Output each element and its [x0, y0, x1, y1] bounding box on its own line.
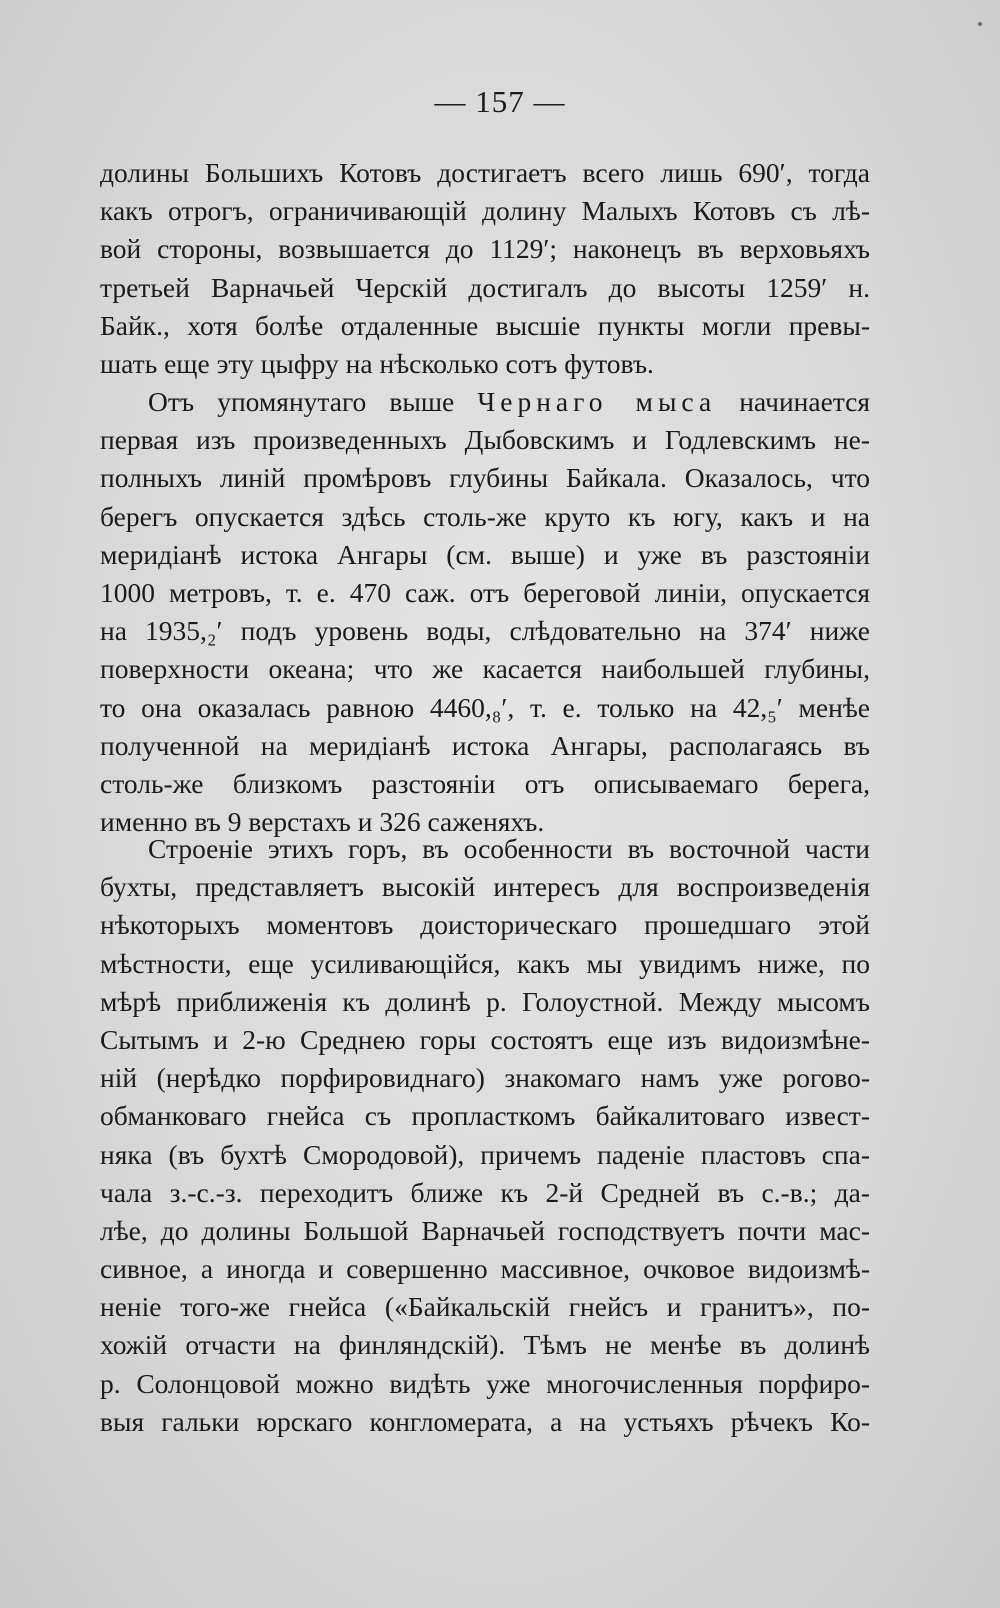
text-line: мѣрѣ приближенія къ долинѣ р. Голоустной. Между мысомъ — [100, 985, 870, 1017]
spaced-term: Чернаго мыса — [477, 386, 717, 417]
page-number: — 157 — — [434, 84, 566, 119]
text-line: чала з.-с.-з. переходитъ ближе къ 2-й Средней въ с.-в.; да- — [100, 1176, 870, 1208]
text-line: на 1935,₂′ подъ уровень воды, слѣдовательно на 374′ ниже — [100, 615, 870, 647]
text-line: мѣстности, еще усиливающійся, какъ мы увидимъ ниже, по — [100, 947, 870, 979]
text-line: бухты, представляетъ высокій интересъ для воспроизведенія — [100, 871, 870, 903]
text-line: Строеніе этихъ горъ, въ особенности въ восточной части — [148, 833, 870, 864]
text-line: сивное, а иногда и совершенно массивное, очковое видоизмѣ- — [100, 1253, 870, 1285]
paragraph-1 — [100, 154, 870, 383]
text-line: столь-же близкомъ разстояніи отъ описываемаго берега, — [100, 767, 870, 799]
text-line: вой стороны, возвышается до 1129′; наконецъ въ верховьяхъ — [100, 233, 870, 265]
print-speck — [978, 22, 982, 26]
text-line: именно въ 9 верстахъ и 326 саженяхъ. — [100, 806, 545, 838]
text-line: то она оказалась равною 4460,₈′, т. е. только на 42,₅′ менѣе — [100, 691, 870, 723]
text-line: долины Большихъ Котовъ достигаетъ всего лишь 690′, тогда — [100, 157, 870, 188]
text-line: хожій отчасти на финляндскій). Тѣмъ не менѣе въ долинѣ — [100, 1329, 870, 1361]
text-line: какъ отрогъ, ограничивающій долину Малыхъ Котовъ съ лѣ- — [100, 195, 870, 227]
paragraph-3 — [100, 830, 870, 1441]
text-line: шать еще эту цыфру на нѣсколько сотъ футовъ. — [100, 347, 654, 379]
text-line: выя гальки юрскаго конгломерата, а на устьяхъ рѣчекъ Ко- — [100, 1405, 870, 1437]
text-line: первая изъ произведенныхъ Дыбовскимъ и Годлевскимъ не- — [100, 424, 870, 456]
text-line: ній (нерѣдко порфировиднаго) знакомаго намъ уже рогово- — [100, 1062, 870, 1094]
text-segment: начинается — [739, 386, 871, 417]
text-line — [100, 383, 870, 421]
text-line: третьей Варначьей Черскій достигалъ до высоты 1259′ н. — [100, 271, 870, 303]
text-line: обманковаго гнейса съ пропласткомъ байкалитоваго извест- — [100, 1100, 870, 1132]
text-line: неніе того-же гнейса («Байкальскій гнейсъ и гранитъ», по- — [100, 1291, 870, 1323]
text-line: 1000 метровъ, т. е. 470 саж. отъ береговой линіи, опускается — [100, 576, 870, 608]
paragraph-2 — [100, 383, 870, 841]
text-line: полученной на меридіанѣ истока Ангары, располагаясь въ — [100, 729, 870, 761]
text-line: лѣе, до долины Большой Варначьей господствуетъ почти мас- — [100, 1214, 870, 1246]
text-line: нѣкоторыхъ моментовъ доисторическаго прошедшаго этой — [100, 909, 870, 941]
text-line: берегъ опускается здѣсь столь-же круто къ югу, какъ и на — [100, 500, 870, 532]
text-line: меридіанѣ истока Ангары (см. выше) и уже въ разстояніи — [100, 538, 870, 570]
text-segment: Отъ упомянутаго выше — [148, 386, 455, 417]
text-line: полныхъ линій промѣровъ глубины Байкала. Оказалось, что — [100, 462, 870, 494]
text-line: Байк., хотя болѣе отдаленные высшіе пункты могли превы- — [100, 309, 870, 341]
text-line: няка (въ бухтѣ Смородовой), причемъ паденіе пластовъ спа- — [100, 1138, 870, 1170]
text-line: р. Солонцовой можно видѣть уже многочисленныя порфиро- — [100, 1367, 870, 1399]
text-line: Сытымъ и 2-ю Среднею горы состоятъ еще изъ видоизмѣне- — [100, 1023, 870, 1055]
text-line: поверхности океана; что же касается наибольшей глубины, — [100, 653, 870, 685]
